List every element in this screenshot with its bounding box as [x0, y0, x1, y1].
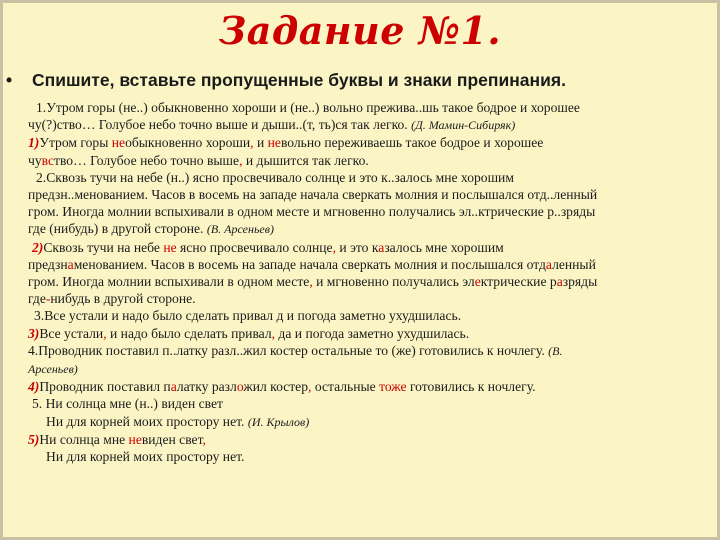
answer-5-line-2: Ни для корней моих простору нет. [46, 449, 245, 465]
task-2-line-4: где (нибудь) в другой стороне. (В. Арсеньев) [28, 221, 274, 237]
task-5-line-1: 5. Ни солнца мне (н..) виден свет [32, 396, 223, 412]
exercise-body [28, 99, 710, 465]
task-1-line-1: 1.Утром горы (не..) обыкновенно хороши и (не..) вольно прежива..шь такое бодрое и хорошее [36, 100, 580, 115]
task-instruction [6, 70, 706, 91]
task-2-line-3: гром. Иногда молнии вспыхивали в одном месте и мгновенно получались эл..ктрические р..зряды [28, 204, 596, 220]
task-2-line-1: 2.Сквозь тучи на небе (н..) ясно просвечивало солнце и это к..залось мне хорошим [36, 169, 514, 185]
answer-3-line-1: 3)Все устали, и надо было сделать привал, да и погода заметно ухудшилась. [28, 325, 470, 341]
author-source: (И. Крылов) [247, 414, 310, 429]
task-3-line-1: 3.Все устали и надо было сделать привал д и погода заметно ухудшилась. [34, 308, 462, 324]
answer-5-line-1: 5)Ни солнца мне невиден свет, [28, 431, 206, 447]
task-5-line-2: Ни для корней моих простору нет. (И. Крылов) [46, 413, 310, 429]
task-1-line-2: чу(?)ство… Голубое небо точно выше и дыши..(т, ть)ся так легко. (Д. Мамин-Сибиряк) [28, 117, 516, 133]
author-source: (В. [548, 343, 563, 358]
answer-2-line-1: 2)Сквозь тучи на небе не ясно просвечивало солнце, и это казалось мне хорошим [32, 239, 504, 255]
answer-4-line-1: 4)Проводник поставил палатку разложил костер, остальные тоже готовились к ночлегу. [28, 379, 536, 395]
author-source: (В. Арсеньев) [206, 222, 274, 237]
task-4-line-1: 4.Проводник поставил п..латку разл..жил костер остальные то (же) готовились к ночлегу. (В. [28, 342, 563, 358]
task-text: Спишите, вставьте пропущенные буквы и знаки препинания. [32, 70, 566, 90]
answer-1-line-2: чувство… Голубое небо точно выше, и дышится так легко. [28, 152, 369, 168]
task-2-line-2: предзн..менованием. Часов в восемь на западе начала сверкать молния и послышался отд..ленный [28, 187, 598, 203]
task-4-line-2: Арсеньев) [28, 362, 78, 377]
answer-2-line-2: предзнаменованием. Часов в восемь на западе начала сверкать молния и послышался отдаленный [28, 256, 596, 272]
answer-2-line-3: гром. Иногда молнии вспыхивали в одном месте, и мгновенно получались электрические разряды [28, 274, 598, 290]
author-source: (Д. Мамин-Сибиряк) [411, 118, 516, 133]
slide-title: Задание №1. [218, 8, 502, 53]
bullet-icon: • [6, 70, 13, 90]
answer-2-line-4: где-нибудь в другой стороне. [28, 291, 196, 307]
answer-1-line-1: 1)Утром горы необыкновенно хороши, и невольно переживаешь такое бодрое и хорошее [28, 135, 544, 151]
